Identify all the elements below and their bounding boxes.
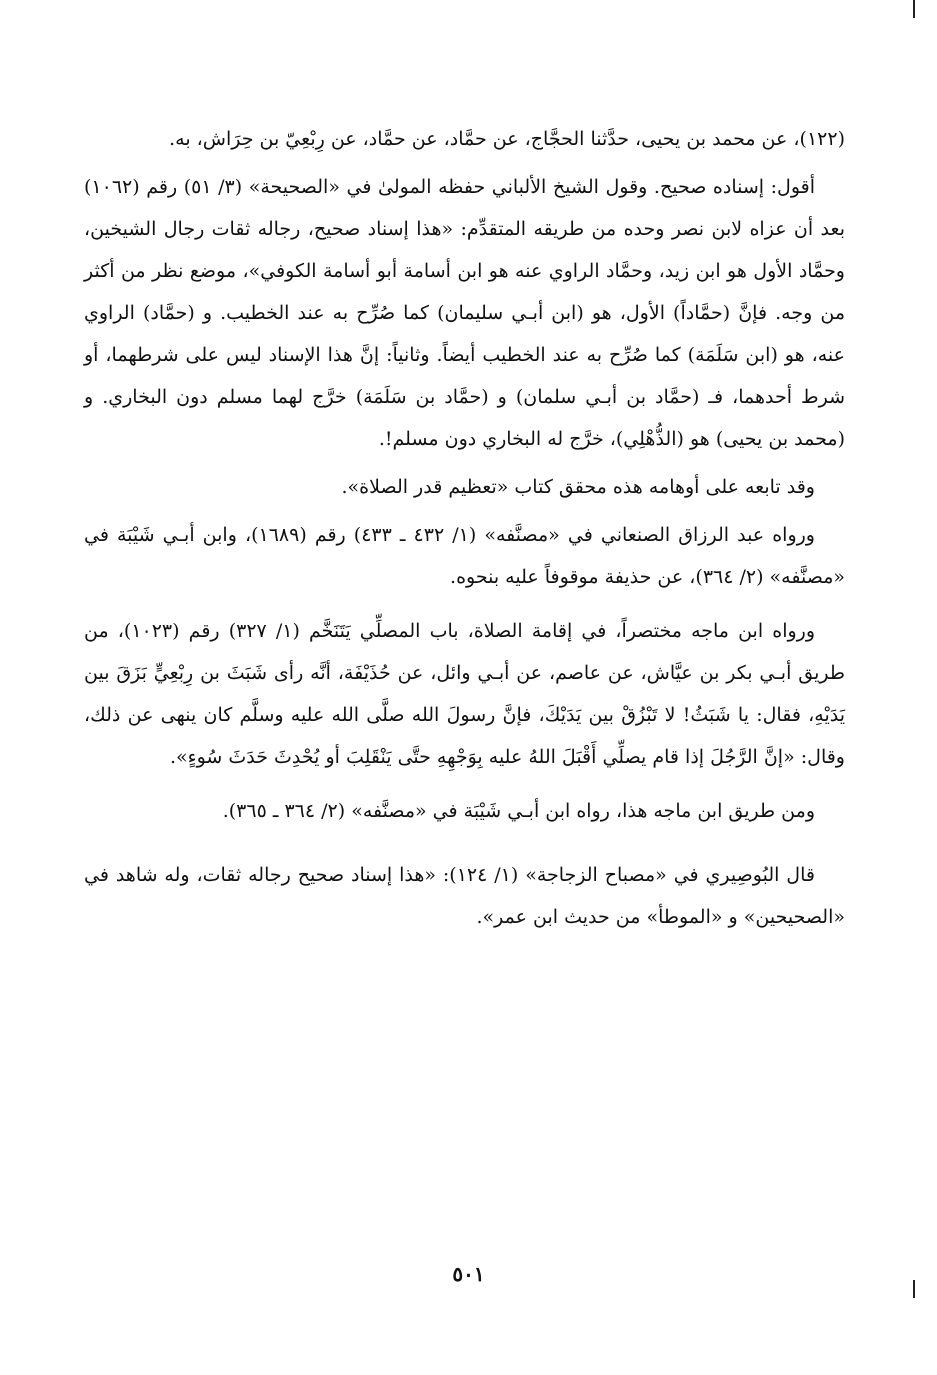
page-number: ٥٠١ xyxy=(452,1262,485,1286)
body-text xyxy=(84,118,845,938)
paragraph-ibn-majah: ورواه ابن ماجه مختصراً، في إقامة الصلاة، باب المصلِّي يَتَنَخَّم (١/ ٣٢٧) رقم (١٠٢٣)، من طريق أبـي بكر بن عيَّاش، عن عاصم، عن أبـي وائل، عن حُذَيْفَة، أنَّه رأى شَبَثَ بن رِبْعِيٍّ بَزَقَ بين يَدَيْهِ، فقال: يا شَبَثُ! لا تَبْزُقْ بين يَدَيْكَ، فإنَّ رسولَ الله صلَّى الله عليه وسلَّم كان ينهى عن ذلك، وقال: «إنَّ الرَّجُلَ إذا قام يصلِّي أَقْبَلَ اللهُ عليه بِوَجْهِهِ حتَّى يَنْقَلِبَ أو يُحْدِثَ حَدَثَ سُوءٍ». xyxy=(84,620,845,768)
paragraph-abdulrazzaq: ورواه عبد الرزاق الصنعاني في «مصنَّفه» (١/ ٤٣٢ ـ ٤٣٣) رقم (١٦٨٩)، وابن أبـي شَيْبَة في «مصنَّفه» (٢/ ٣٦٤)، عن حذيفة موقوفاً عليه بنحوه. xyxy=(84,524,845,588)
page-edge-mark xyxy=(913,1280,915,1298)
paragraph-continuation: (١٢٢)، عن محمد بن يحيى، حدَّثنا الحجَّاج، عن حمَّاد، عن حمَّاد، عن رِبْعِيّ بن حِرَاش، به. xyxy=(169,128,845,150)
paragraph-follow-up: وقد تابعه على أوهامه هذه محقق كتاب «تعظيم قدر الصلاة». xyxy=(341,476,815,498)
paragraph-busiri: قال البُوصِيري في «مصباح الزجاجة» (١/ ١٢٤): «هذا إسناد صحيح رجاله ثقات، وله شاهد في «الصحيحين» و «الموطأ» من حديث ابن عمر». xyxy=(84,864,845,928)
paragraph-ibn-abi-shaybah: ومن طريق ابن ماجه هذا، رواه ابن أبـي شَيْبَة في «مصنَّفه» (٢/ ٣٦٤ ـ ٣٦٥). xyxy=(222,800,815,822)
paragraph-commentary: أقول: إسناده صحيح. وقول الشيخ الألباني حفظه المولىٰ في «الصحيحة» (٣/ ٥١) رقم (١٠٦٢) بعد أن عزاه لابن نصر وحده من طريقه المتقدِّم: «هذا إسناد صحيح، رجاله ثقات رجال الشيخين، وحمَّاد الأول هو ابن زيد، وحمَّاد الراوي عنه هو ابن أسامة أبو أسامة الكوفي»، موضع نظر من أكثر من وجه. فإنَّ (حمَّاداً) الأول، هو (ابن أبـي سليمان) كما صُرِّح به عند الخطيب. و (حمَّاد) الراوي عنه، هو (ابن سَلَمَة) كما صُرِّح به عند الخطيب أيضاً. وثانياً: إنَّ هذا الإسناد ليس على شرطهما، أو شرط أحدهما، فـ (حمَّاد بن أبـي سلمان) و (حمَّاد بن سَلَمَة) خرَّج لهما مسلم دون البخاري. و (محمد بن يحيى) هو (الذُّهْلِي)، خرَّج له البخاري دون مسلم!. xyxy=(84,176,845,450)
page-edge-mark xyxy=(913,0,915,18)
